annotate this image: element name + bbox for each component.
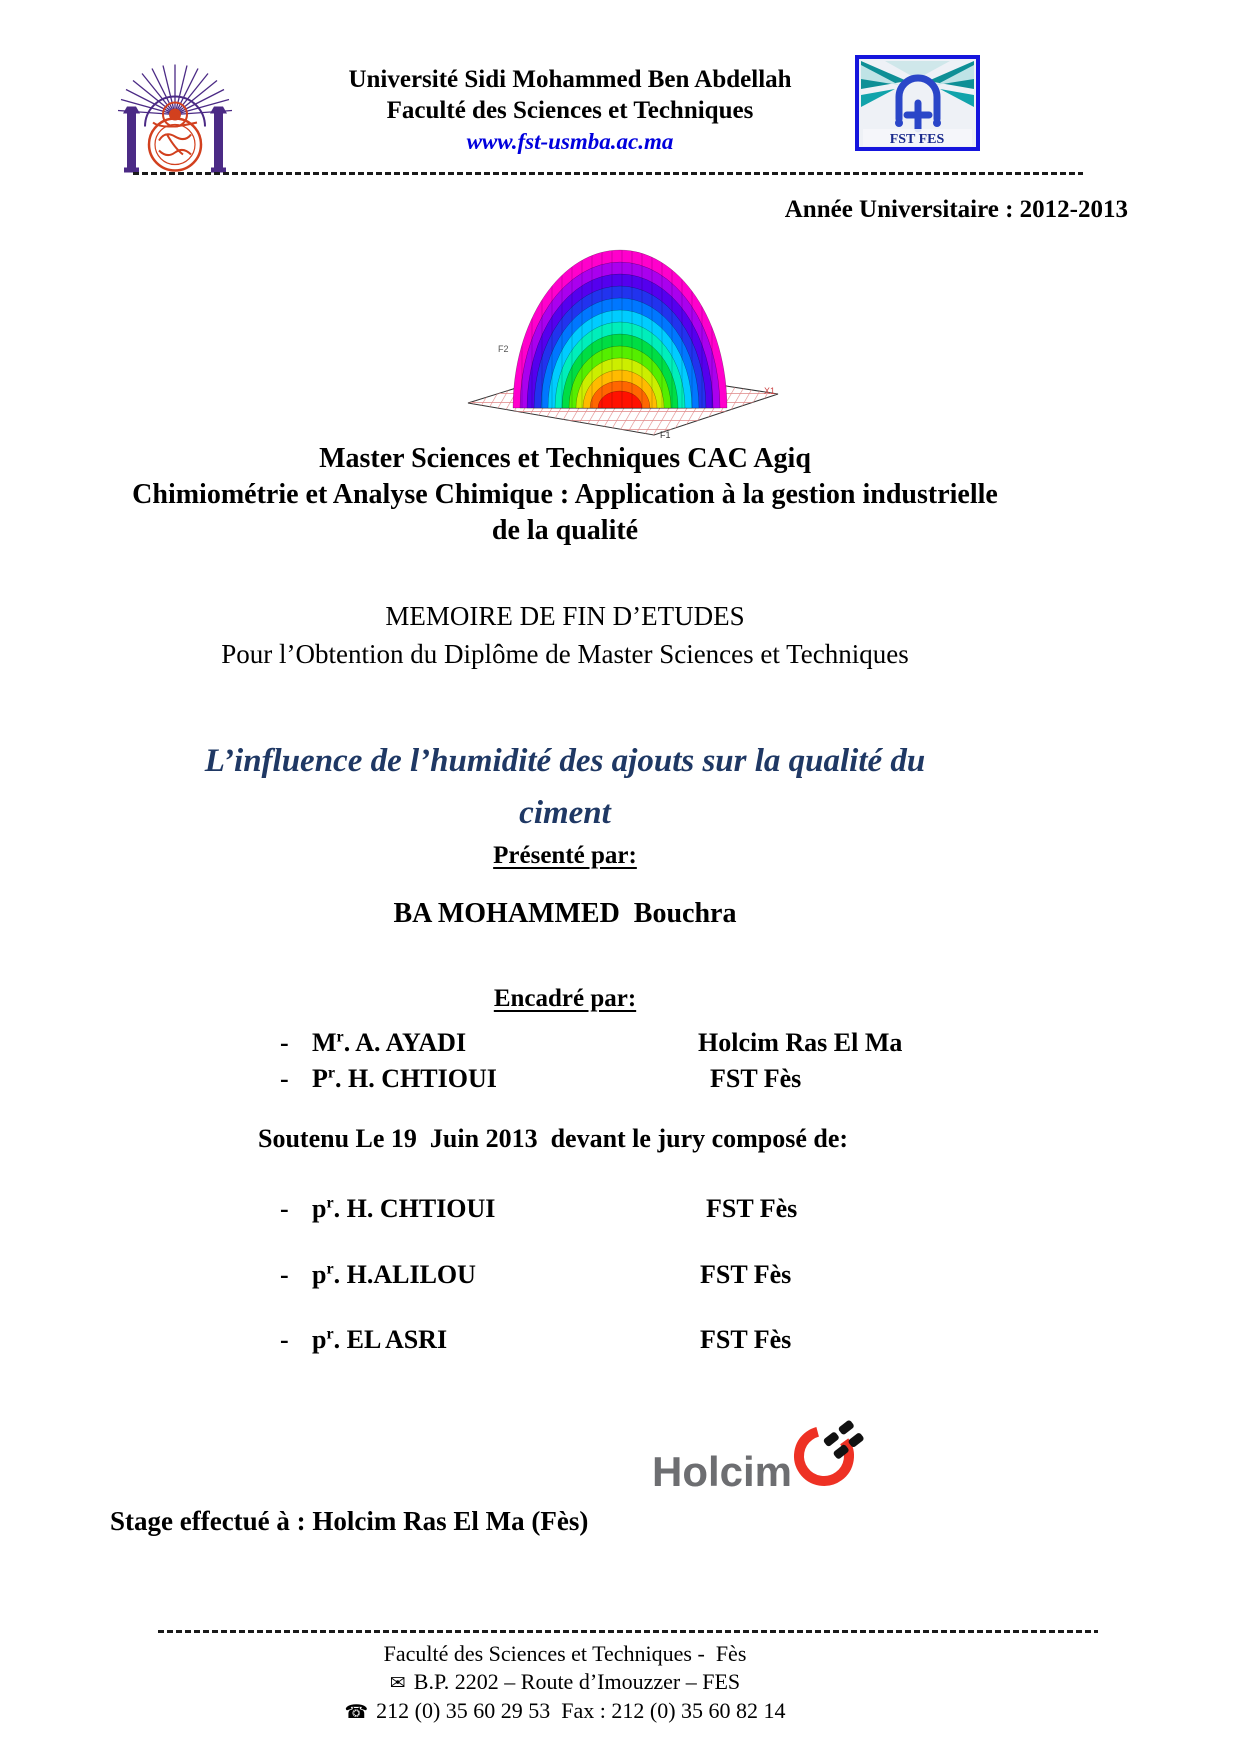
supervisor-name: $P^r$. H. CHTIOUI [312, 1064, 497, 1093]
academic-year: Année Universitaire : 2012-2013 [784, 196, 1128, 223]
program-line-2: Chimiométrie et Analyse Chimique : Application à la gestion industrielle [132, 479, 998, 510]
faculty-name: Faculté des Sciences et Techniques [386, 97, 754, 124]
defense-heading: Soutenu Le 19 Juin 2013 devant le jury composé de: [258, 1124, 849, 1153]
jury-member-affiliation: FST Fès [700, 1260, 792, 1289]
thesis-title [0, 735, 1130, 839]
phone-icon: ☎ [344, 1701, 369, 1723]
program-line-3: de la qualité [491, 515, 639, 546]
bullet-dash: - [280, 1325, 289, 1354]
fst-logo-caption: FST FES [889, 132, 945, 147]
memoire-line-1: MEMOIRE DE FIN D’ETUDES [385, 601, 745, 631]
supervised-by-heading: Encadré par: [493, 985, 637, 1012]
memoire-line-2: Pour l’Obtention du Diplôme de Master Sciences et Techniques [221, 639, 909, 669]
supervisor-name: $M^r$. A. AYADI [312, 1028, 467, 1057]
supervisor-row [0, 1064, 1240, 1098]
jury-member-name: $p^r$. H. CHTIOUI [312, 1194, 496, 1223]
supervisor-affiliation: Holcim Ras El Ma [698, 1028, 903, 1057]
jury-row [0, 1260, 1240, 1294]
plot-axis-label-f2: F2 [498, 344, 509, 354]
jury-row [0, 1194, 1240, 1228]
bullet-dash: - [280, 1064, 289, 1093]
bullet-dash: - [280, 1260, 289, 1289]
footer-address: ✉ B.P. 2202 – Route d’Imouzzer – FES [389, 1669, 741, 1694]
bottom-separator [158, 1630, 1098, 1633]
bullet-dash: - [280, 1028, 289, 1057]
jury-member-affiliation: FST Fès [706, 1194, 798, 1223]
memoire-block [0, 597, 1130, 673]
surface-plot-image [452, 222, 786, 440]
plot-axis-label-f1: F1 [660, 430, 671, 440]
jury-member-affiliation: FST Fès [700, 1325, 792, 1354]
footer-phone: ☎ 212 (0) 35 60 29 53 Fax : 212 (0) 35 60 82 14 [344, 1698, 786, 1723]
jury-member-name: $p^r$. EL ASRI [312, 1325, 448, 1354]
author-name: BA MOHAMMED Bouchra [393, 898, 737, 929]
thesis-title-line-1: L’influence de l’humidité des ajouts sur la qualité du [204, 743, 926, 779]
top-separator [133, 172, 1083, 175]
holcim-wordmark: Holcim [652, 1448, 793, 1495]
jury-row [0, 1325, 1240, 1359]
jury-member-name: $p^r$. H.ALILOU [312, 1260, 476, 1289]
header-text-block [290, 64, 850, 155]
holcim-bars [823, 1419, 865, 1460]
program-line-1: Master Sciences et Techniques CAC Agiq [319, 443, 811, 474]
program-title-block [0, 441, 1130, 549]
supervisor-row [0, 1028, 1240, 1062]
website-link[interactable]: www.fst-usmba.ac.ma [466, 129, 674, 154]
fst-fes-logo [855, 55, 980, 151]
footer-faculty: Faculté des Sciences et Techniques - Fès [383, 1641, 747, 1666]
university-name: Université Sidi Mohammed Ben Abdellah [348, 66, 792, 93]
internship-location: Stage effectué à : Holcim Ras El Ma (Fès) [110, 1506, 589, 1536]
plot-dome [513, 250, 727, 408]
footer-block [0, 1640, 1130, 1726]
bullet-dash: - [280, 1194, 289, 1223]
thesis-title-line-2: ciment [519, 795, 611, 831]
plot-axis-label-x1: X1 [764, 386, 776, 396]
holcim-logo-icon [792, 1406, 874, 1490]
university-logo [105, 55, 245, 183]
supervisor-affiliation: FST Fès [710, 1064, 802, 1093]
mail-icon: ✉ [389, 1672, 406, 1694]
presented-by-heading: Présenté par: [493, 842, 637, 869]
